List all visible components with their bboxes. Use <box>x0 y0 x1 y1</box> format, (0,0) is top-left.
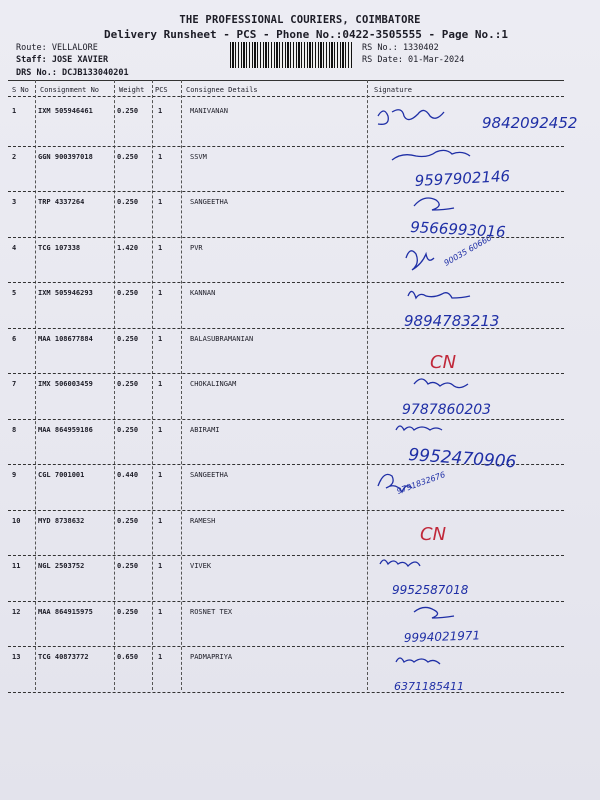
signature-handwritten-text: 9566993016 <box>409 218 507 241</box>
row-consignment-no: TCG 107338 <box>38 243 81 252</box>
row-sno: 8 <box>12 425 17 434</box>
signature-handwritten-text: 9952470906 <box>407 445 517 473</box>
row-weight: 0.250 <box>117 289 139 297</box>
row-consignee: MANIVANAN <box>190 107 228 115</box>
col-signature: Signature <box>374 86 412 94</box>
row-weight: 0.250 <box>117 107 139 115</box>
row-sno: 9 <box>12 471 17 479</box>
row-weight: 0.250 <box>117 380 139 388</box>
row-weight: 0.250 <box>117 198 139 206</box>
row-pcs: 1 <box>158 152 163 161</box>
row-weight: 0.250 <box>117 607 139 616</box>
row-consignee: SANGEETHA <box>190 198 228 206</box>
row-pcs: 1 <box>158 380 163 388</box>
row-consignment-no: MYD 8738632 <box>38 516 85 525</box>
row-consignment-no: TRP 4337264 <box>38 198 85 206</box>
row-sno: 11 <box>12 562 21 570</box>
row-pcs: 1 <box>158 198 163 206</box>
row-consignee: SANGEETHA <box>190 471 228 479</box>
signature-scribble <box>414 379 468 388</box>
row-sno: 6 <box>12 334 17 343</box>
signature-scribble <box>406 251 434 270</box>
row-pcs: 1 <box>158 243 163 252</box>
row-pcs: 1 <box>158 107 163 115</box>
row-sno: 2 <box>12 152 17 161</box>
rs-date: RS Date: 01-Mar-2024 <box>362 55 465 65</box>
row-consignment-no: MAA 108677884 <box>38 334 93 343</box>
rs-number: RS No.: 1330402 <box>362 43 439 53</box>
col-weight: Weight <box>119 86 145 94</box>
row-weight: 0.250 <box>117 425 139 434</box>
row-consignment-no: GGN 900397018 <box>38 152 93 161</box>
row-consignment-no: NGL 2503752 <box>38 562 85 570</box>
signature-scribble <box>414 198 454 210</box>
row-pcs: 1 <box>158 653 163 661</box>
row-consignee: PADMAPRIYA <box>190 653 233 661</box>
row-consignment-no: MAA 864915975 <box>38 607 93 616</box>
row-sno: 12 <box>12 607 21 616</box>
row-consignee: BALASUBRAMANIAN <box>190 334 254 343</box>
row-weight: 0.650 <box>117 653 139 661</box>
staff-label: Staff: JOSE XAVIER <box>16 55 109 65</box>
row-pcs: 1 <box>158 607 163 616</box>
signature-handwritten-text: 9791832676 <box>395 470 447 496</box>
row-consignment-no: MAA 864959186 <box>38 425 93 434</box>
row-consignee: KANNAN <box>190 289 216 297</box>
signature-handwritten-text: 6371185411 <box>394 680 464 693</box>
signature-handwritten-text: 9952587018 <box>392 583 469 597</box>
row-sno: 4 <box>12 243 17 252</box>
drs-number: DRS No.: DCJB133040201 <box>16 68 129 78</box>
col-consignment: Consignment No <box>40 86 100 94</box>
row-consignee: RAMESH <box>190 516 216 525</box>
row-consignee: VIVEK <box>190 562 212 570</box>
signature-handwritten-text: CN <box>420 524 447 545</box>
signature-scribble <box>396 426 442 430</box>
signature-scribble <box>378 110 444 125</box>
row-consignee: CHOKALINGAM <box>190 380 237 388</box>
signature-scribble <box>414 607 454 618</box>
runsheet-subtitle: Delivery Runsheet - PCS - Phone No.:0422-3505555 - Page No.:1 <box>104 28 508 41</box>
row-weight: 0.250 <box>117 334 139 343</box>
row-weight: 0.440 <box>117 471 139 479</box>
signature-handwritten-text: 9597902146 <box>414 167 511 190</box>
route-label: Route: VELLALORE <box>16 43 98 53</box>
row-pcs: 1 <box>158 334 163 343</box>
signature-handwritten-text: 90035 60660 <box>442 233 494 268</box>
signature-handwritten-text: 9894783213 <box>404 312 500 330</box>
row-weight: 0.250 <box>117 152 139 161</box>
row-pcs: 1 <box>158 471 163 479</box>
row-sno: 7 <box>12 380 17 388</box>
row-sno: 1 <box>12 107 17 115</box>
row-consignee: ROSNET TEX <box>190 607 233 616</box>
row-sno: 10 <box>12 516 21 525</box>
col-consignee: Consignee Details <box>186 86 258 94</box>
row-consignment-no: IXM 505946461 <box>38 107 93 115</box>
col-sno: S No <box>12 86 29 94</box>
signature-handwritten-text: 9994021971 <box>403 628 481 645</box>
signature-scribble <box>380 560 420 566</box>
row-consignee: SSVM <box>190 152 207 161</box>
row-consignment-no: IXM 505946293 <box>38 289 93 297</box>
signature-handwritten-text: CN <box>430 352 457 373</box>
company-title: THE PROFESSIONAL COURIERS, COIMBATORE <box>179 14 421 26</box>
row-consignee: ABIRAMI <box>190 425 220 434</box>
row-weight: 0.250 <box>117 516 139 525</box>
row-pcs: 1 <box>158 516 163 525</box>
signature-scribble <box>396 658 440 664</box>
signature-scribble <box>408 291 470 298</box>
signature-handwritten-text: 9787860203 <box>402 402 492 418</box>
col-pcs: PCS <box>155 86 168 94</box>
row-consignment-no: TCG 40873772 <box>38 653 89 661</box>
row-pcs: 1 <box>158 562 163 570</box>
row-sno: 13 <box>12 653 21 661</box>
row-weight: 0.250 <box>117 562 139 570</box>
row-consignment-no: CGL 7001001 <box>38 471 85 479</box>
row-pcs: 1 <box>158 289 163 297</box>
signature-scribble <box>392 150 470 160</box>
signature-handwritten-text: 9842092452 <box>482 114 578 132</box>
row-sno: 5 <box>12 289 17 297</box>
row-consignee: PVR <box>190 243 203 252</box>
row-sno: 3 <box>12 198 17 206</box>
row-pcs: 1 <box>158 425 163 434</box>
row-consignment-no: IMX 506003459 <box>38 380 93 388</box>
row-weight: 1.420 <box>117 243 139 252</box>
